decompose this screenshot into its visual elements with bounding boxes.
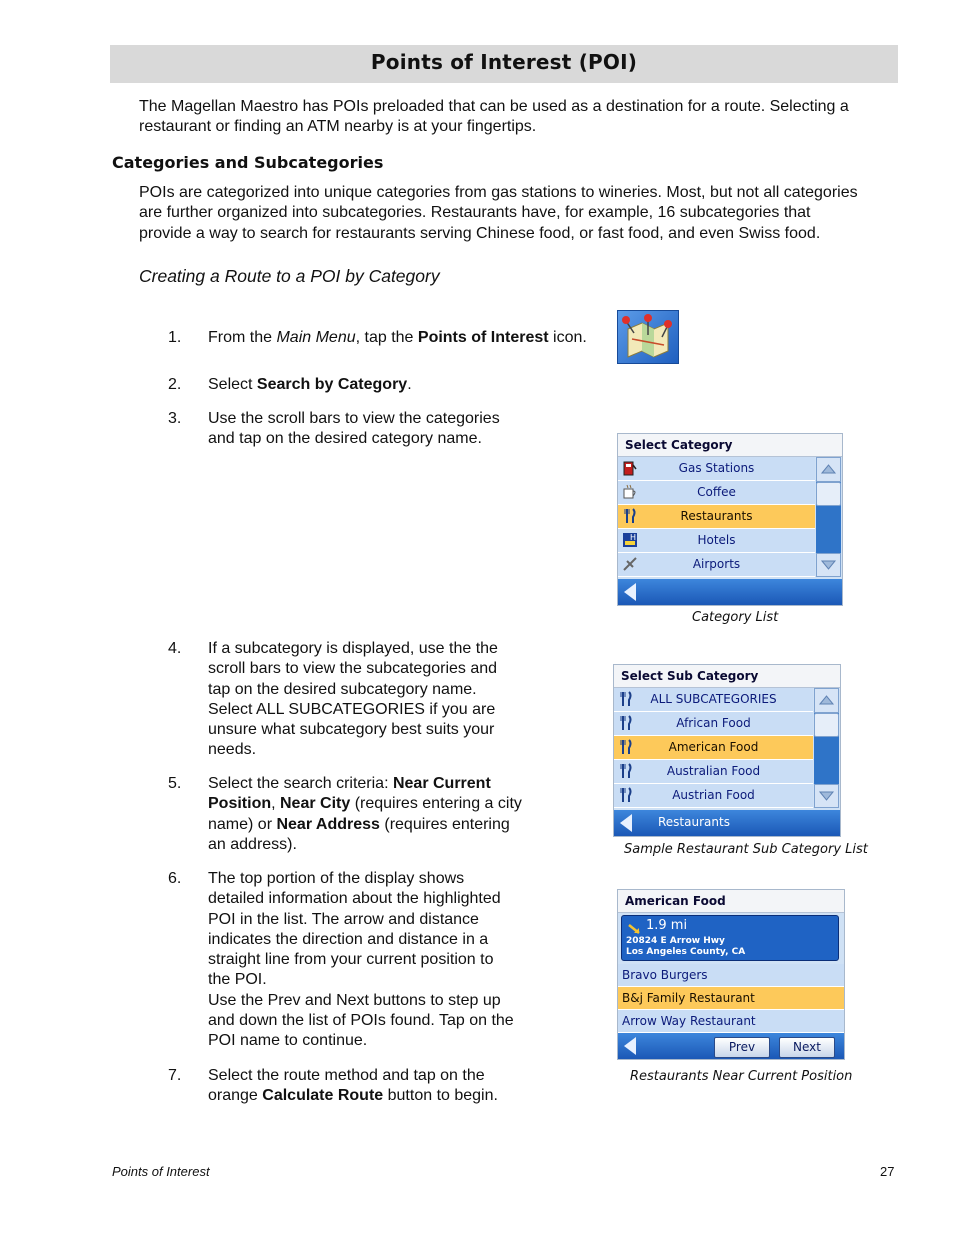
step-text-part: , [271,795,280,813]
fork-knife-icon [617,714,635,732]
step-2 [168,375,568,397]
subcategory-row[interactable] [614,784,813,808]
step-text-part: Search by Category [256,376,408,393]
step-line: Select ALL SUBCATEGORIES if you are [208,700,496,718]
screen-bottom-bar [618,1033,844,1059]
section-heading: Categories and Subcategories [112,153,384,172]
step-text-part: From the [208,329,277,346]
step-text-part: Main Menu [276,329,356,346]
points-of-interest-icon [617,310,679,364]
page-title-bar [110,45,898,83]
step-text-part: orange [208,1087,263,1105]
step-number: 5. [168,775,182,792]
screen-title: American Food [618,890,844,913]
category-row-gas-stations[interactable] [618,457,815,481]
category-label: Gas Stations [678,461,755,475]
fork-knife-icon [621,507,639,525]
step-number: 7. [168,1067,182,1084]
hotel-icon [621,531,639,549]
step-text [208,375,412,395]
step-text-part: an address). [208,835,297,853]
poi-row[interactable]: Bravo Burgers [618,964,844,987]
fork-knife-icon [617,690,635,708]
step-number: 1. [168,329,182,346]
poi-address-line-2: Los Angeles County, CA [626,947,746,957]
subcategory-label: ALL SUBCATEGORIES [650,692,777,706]
subcategory-label: African Food [676,716,751,730]
scroll-up-button[interactable] [816,457,841,482]
step-1 [168,328,628,350]
step-text [208,774,522,855]
step-line: POI name to continue. [208,1032,368,1050]
poi-results-screen [617,889,845,1060]
step-text [208,869,514,1052]
intro-paragraph [139,97,849,138]
step-text-part: Points of Interest [417,329,549,346]
step-line: unsure what subcategory best suits your [208,721,495,739]
step-line: needs. [208,741,257,759]
step-line: and tap on the desired category name. [208,430,482,448]
screen-title: Select Sub Category [614,665,840,688]
step-line: If a subcategory is displayed, use the the [208,640,498,657]
step-line: Use the Prev and Next buttons to step up [208,991,501,1009]
poi-distance: 1.9 mi [646,918,688,933]
step-text-part: Near Current [392,775,491,792]
subcategory-list-caption: Sample Restaurant Sub Category List [624,842,868,857]
airplane-icon [621,555,639,573]
step-line: scroll bars to view the subcategories and [208,660,498,678]
step-text-part: Position [208,795,272,813]
poi-detail-box [621,915,839,961]
poi-row[interactable]: B&j Family Restaurant [618,987,844,1010]
category-row-restaurants[interactable] [618,505,815,529]
step-number: 2. [168,376,182,393]
step-text-part: . [407,376,412,393]
scroll-thumb[interactable] [814,713,839,737]
page-title: Points of Interest (POI) [370,50,638,74]
step-text-part: name) or [208,815,277,833]
scroll-down-button[interactable] [816,553,841,577]
step-number: 6. [168,870,182,887]
step-text [208,328,587,348]
subcategory-label: Australian Food [666,764,761,778]
screen-title: Select Category [618,434,842,457]
step-text-part: (requires entering a city [350,795,522,813]
section-paragraph [139,183,858,244]
subcategory-label: American Food [668,740,759,754]
subcategory-row[interactable] [614,712,813,736]
subcategory-scrollbar[interactable] [814,688,839,808]
page-number: 27 [880,1164,895,1179]
step-text-part: Near City [280,795,351,813]
step-line: detailed information about the highlighted [208,890,501,908]
poi-results-caption: Restaurants Near Current Position [630,1069,853,1084]
back-arrow-icon[interactable] [624,583,636,601]
category-label: Restaurants [680,509,753,523]
next-button[interactable]: Next [779,1037,835,1058]
category-row-airports[interactable] [618,553,815,577]
svg-text:H: H [630,533,637,542]
back-arrow-icon[interactable] [620,814,632,832]
subcategory-list-screen [613,664,841,837]
step-line: indicates the direction and distance in a [208,930,489,948]
step-line: Use the scroll bars to view the categories [208,410,500,427]
step-4 [168,639,588,763]
category-label: Hotels [697,533,736,547]
step-line: the POI. [208,971,267,989]
category-scrollbar[interactable] [816,457,841,577]
prev-button[interactable]: Prev [714,1037,770,1058]
subcategory-row[interactable] [614,760,813,784]
step-text [208,1066,498,1107]
intro-line-2: restaurant or finding an ATM nearby is at your fingertips. [139,118,537,136]
subsection-heading: Creating a Route to a POI by Category [139,266,440,286]
step-text-part: icon. [548,329,587,346]
step-text-part: (requires entering [379,815,510,833]
step-6 [168,869,588,1054]
subcategory-row[interactable] [614,736,813,760]
category-label: Airports [692,557,741,571]
step-line: The top portion of the display shows [208,870,465,887]
step-line: POI in the list. The arrow and distance [208,910,479,928]
category-row-hotels[interactable] [618,529,815,553]
step-line: straight line from your current position to [208,951,494,969]
step-5 [168,774,588,858]
category-list-screen [617,433,843,606]
step-line: and down the list of POIs found. Tap on the [208,1012,514,1030]
back-label: Restaurants [658,815,730,829]
step-text-part: button to begin. [383,1087,498,1105]
screen-bottom-bar [614,810,840,836]
section-line-2: are further organized into subcategories. Restaurants have, for example, 16 subcategories that [139,204,811,222]
scroll-down-button[interactable] [814,784,839,808]
fork-knife-icon [617,786,635,804]
fork-knife-icon [617,738,635,756]
section-line-1: POIs are categorized into unique categories from gas stations to wineries. Most, but not all categories [139,184,858,201]
scroll-up-button[interactable] [814,688,839,713]
subcategory-row[interactable] [614,688,813,712]
poi-address-line-1: 20824 E Arrow Hwy [626,936,725,946]
fork-knife-icon [617,762,635,780]
step-line: tap on the desired subcategory name. [208,680,477,698]
step-text-part: Select the search criteria: [208,775,393,792]
screen-bottom-bar [618,579,842,605]
step-3 [168,409,568,453]
footer-section-name: Points of Interest [112,1164,210,1179]
category-row-coffee[interactable] [618,481,815,505]
poi-row[interactable]: Arrow Way Restaurant [618,1010,844,1033]
subcategory-label: Austrian Food [672,788,755,802]
step-text-part: Calculate Route [262,1087,384,1105]
step-text-part: Near Address [276,815,380,833]
step-number: 4. [168,640,182,657]
step-text-part: , tap the [355,329,418,346]
section-line-3: provide a way to search for restaurants serving Chinese food, or fast food, and even Swiss food. [139,224,821,242]
step-text [208,409,500,450]
category-label: Coffee [697,485,736,499]
gas-pump-icon [621,459,639,477]
step-7 [168,1066,588,1110]
step-number: 3. [168,410,182,427]
intro-line-1: The Magellan Maestro has POIs preloaded that can be used as a destination for a route. Selecting a [139,98,849,115]
category-list-caption: Category List [692,610,779,625]
step-line: Select the route method and tap on the [208,1067,485,1084]
step-text [208,639,498,761]
back-arrow-icon[interactable] [624,1037,636,1055]
scroll-thumb[interactable] [816,482,841,506]
coffee-cup-icon [621,483,639,501]
step-text-part: Select [208,376,257,393]
